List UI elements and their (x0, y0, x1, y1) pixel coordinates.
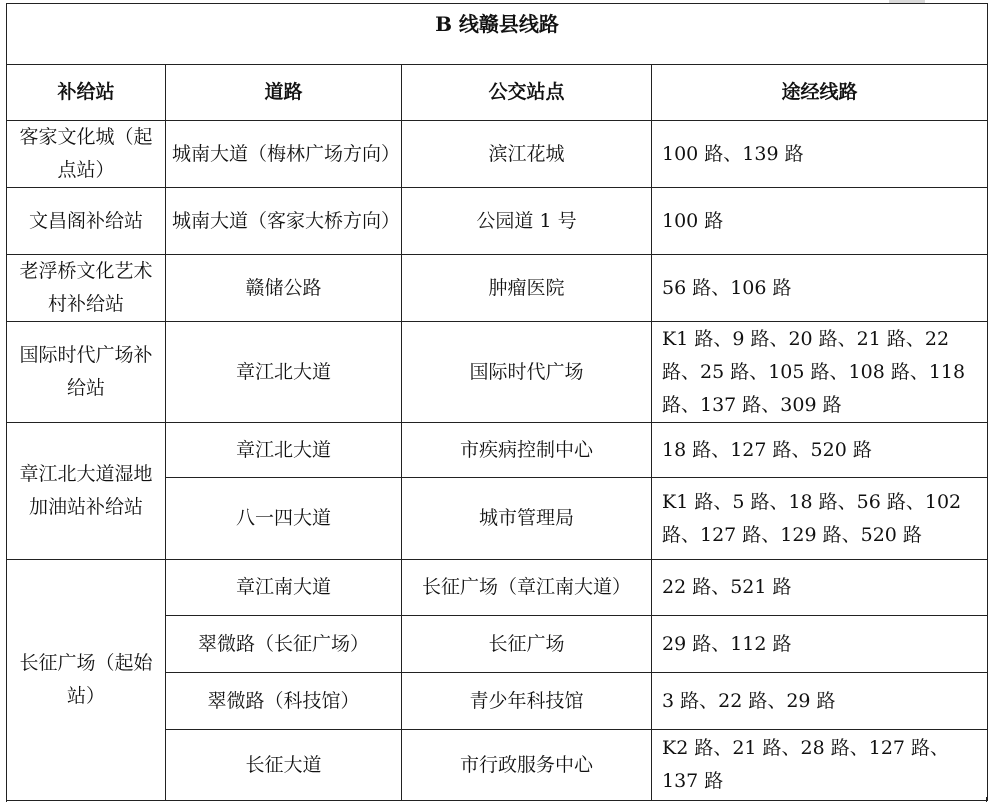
road-cell: 城南大道（客家大桥方向） (166, 188, 402, 255)
table-row (7, 121, 988, 188)
road-cell: 章江北大道 (166, 423, 402, 478)
road-cell: 赣储公路 (166, 255, 402, 322)
station-cell: 章江北大道湿地加油站补给站 (7, 423, 166, 560)
road-cell: 八一四大道 (166, 478, 402, 560)
road-cell: 翠微路（科技馆） (166, 673, 402, 730)
road-cell: 章江北大道 (166, 322, 402, 423)
bus-stop-cell: 国际时代广场 (402, 322, 652, 423)
routes-cell: K1 路、5 路、18 路、56 路、102 路、127 路、129 路、520 路 (652, 478, 988, 560)
bus-stop-cell: 市疾病控制中心 (402, 423, 652, 478)
table-title: B 线赣县线路 (7, 4, 988, 65)
header-station: 补给站 (7, 65, 166, 121)
table-row (7, 560, 988, 616)
table-continuation-edge (6, 797, 987, 802)
station-cell: 国际时代广场补给站 (7, 322, 166, 423)
title-row (7, 4, 988, 65)
header-bus-stop: 公交站点 (402, 65, 652, 121)
routes-cell: 100 路 (652, 188, 988, 255)
road-cell: 城南大道（梅林广场方向） (166, 121, 402, 188)
routes-cell: 100 路、139 路 (652, 121, 988, 188)
road-cell: 章江南大道 (166, 560, 402, 616)
table-row (7, 188, 988, 255)
station-cell: 长征广场（起始站） (7, 560, 166, 801)
bus-stop-cell: 滨江花城 (402, 121, 652, 188)
routes-cell: 18 路、127 路、520 路 (652, 423, 988, 478)
road-cell: 长征大道 (166, 730, 402, 801)
header-row (7, 65, 988, 121)
station-cell: 文昌阁补给站 (7, 188, 166, 255)
routes-cell: 3 路、22 路、29 路 (652, 673, 988, 730)
road-cell: 翠微路（长征广场） (166, 616, 402, 673)
bus-stop-cell: 城市管理局 (402, 478, 652, 560)
route-table (6, 3, 988, 801)
bus-stop-cell: 长征广场 (402, 616, 652, 673)
table-row (7, 255, 988, 322)
routes-cell: 22 路、521 路 (652, 560, 988, 616)
header-routes: 途经线路 (652, 65, 988, 121)
routes-cell: K1 路、9 路、20 路、21 路、22 路、25 路、105 路、108 路、118 路、137 路、309 路 (652, 322, 988, 423)
routes-cell: 29 路、112 路 (652, 616, 988, 673)
bus-stop-cell: 长征广场（章江南大道） (402, 560, 652, 616)
header-road: 道路 (166, 65, 402, 121)
table-row (7, 423, 988, 478)
routes-cell: 56 路、106 路 (652, 255, 988, 322)
bus-stop-cell: 肿瘤医院 (402, 255, 652, 322)
table-row (7, 322, 988, 423)
routes-cell: K2 路、21 路、28 路、127 路、137 路 (652, 730, 988, 801)
bus-stop-cell: 青少年科技馆 (402, 673, 652, 730)
station-cell: 客家文化城（起点站） (7, 121, 166, 188)
station-cell: 老浮桥文化艺术村补给站 (7, 255, 166, 322)
bus-stop-cell: 公园道 1 号 (402, 188, 652, 255)
bus-stop-cell: 市行政服务中心 (402, 730, 652, 801)
